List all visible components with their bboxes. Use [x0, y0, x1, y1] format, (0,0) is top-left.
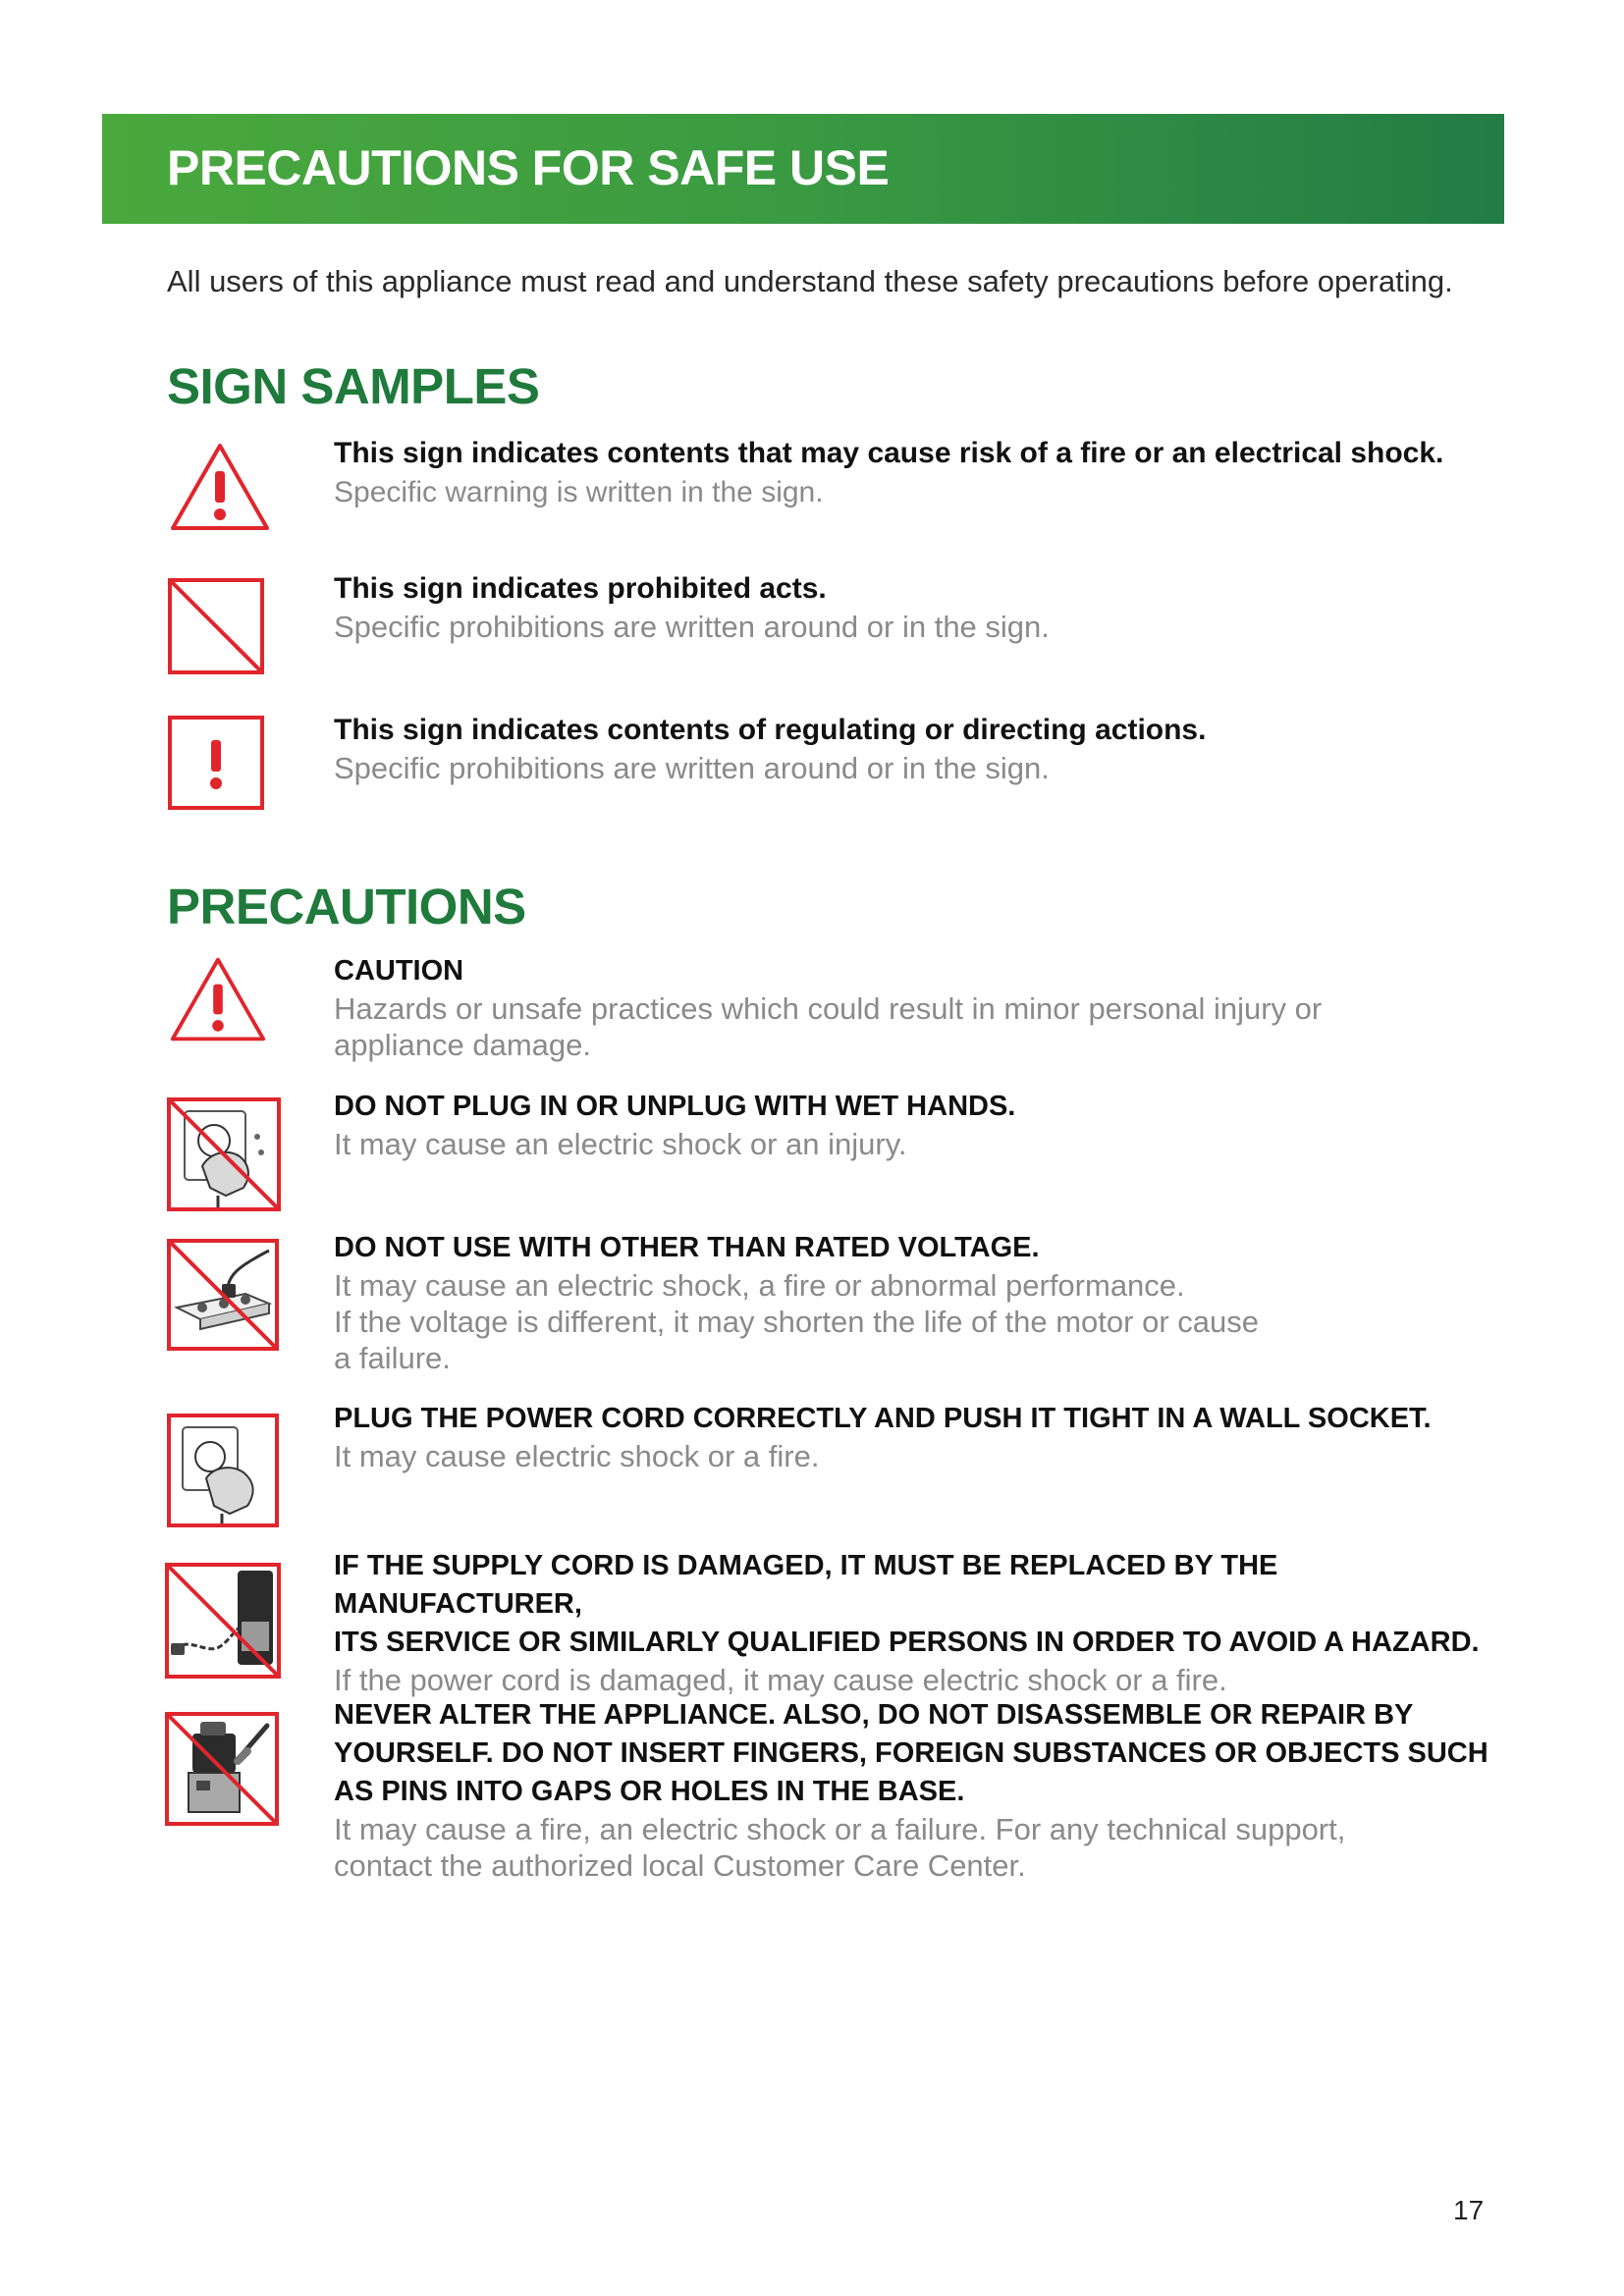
precaution-title-line: AS PINS INTO GAPS OR HOLES IN THE BASE. — [334, 1776, 965, 1807]
sign-sample-title: This sign indicates contents of regulating or directing actions. — [334, 714, 1207, 746]
page-number: 17 — [1453, 2195, 1485, 2225]
intro-text: All users of this appliance must read and understand these safety precautions before operating. — [167, 264, 1453, 298]
page-title: PRECAUTIONS FOR SAFE USE — [167, 140, 890, 195]
precaution-item — [334, 1696, 1502, 1884]
precaution-title: DO NOT PLUG IN OR UNPLUG WITH WET HANDS. — [334, 1091, 1016, 1122]
no-power-strip-icon — [167, 1239, 279, 1351]
precaution-text-line: If the power cord is damaged, it may cause electric shock or a fire. — [334, 1663, 1227, 1697]
title-banner — [102, 114, 1504, 224]
sign-sample-text: Specific prohibitions are written around or in the sign. — [334, 610, 1050, 644]
precaution-text-line: appliance damage. — [334, 1028, 591, 1062]
sign-sample-item — [334, 569, 1502, 645]
warning-triangle-icon — [169, 442, 271, 532]
precaution-item — [334, 1088, 1502, 1162]
sign-sample-item — [334, 434, 1502, 512]
precaution-item — [334, 1400, 1502, 1474]
sign-sample-item — [334, 711, 1502, 786]
precaution-text-line: It may cause electric shock or a fire. — [334, 1439, 820, 1473]
precaution-text-line: If the voltage is different, it may shorten the life of the motor or cause — [334, 1305, 1259, 1339]
precaution-text-line: It may cause an electric shock or an injury. — [334, 1127, 907, 1161]
plug-in-socket-icon — [167, 1414, 279, 1527]
precaution-item — [334, 1547, 1502, 1698]
sign-sample-title: This sign indicates contents that may cause risk of a fire or an electrical shock. — [334, 437, 1444, 469]
precaution-title: CAUTION — [334, 955, 464, 987]
precaution-title-line: NEVER ALTER THE APPLIANCE. ALSO, DO NOT DISASSEMBLE OR REPAIR BY — [334, 1699, 1414, 1731]
no-disassemble-icon — [165, 1712, 279, 1826]
precaution-title: DO NOT USE WITH OTHER THAN RATED VOLTAGE. — [334, 1232, 1040, 1263]
precaution-title-line: ITS SERVICE OR SIMILARLY QUALIFIED PERSONS IN ORDER TO AVOID A HAZARD. — [334, 1627, 1480, 1658]
precaution-title-line: IF THE SUPPLY CORD IS DAMAGED, IT MUST BE REPLACED BY THE MANUFACTURER, — [334, 1550, 1278, 1620]
precaution-text-line: It may cause an electric shock, a fire or abnormal performance. — [334, 1268, 1185, 1303]
precaution-text-line: a failure. — [334, 1341, 451, 1375]
warning-triangle-icon — [169, 954, 267, 1044]
precaution-item — [334, 952, 1502, 1063]
sign-sample-title: This sign indicates prohibited acts. — [334, 572, 827, 605]
mandatory-exclamation-icon — [167, 715, 265, 811]
sign-sample-text: Specific warning is written in the sign. — [334, 476, 824, 508]
precaution-item — [334, 1229, 1502, 1376]
precaution-title: PLUG THE POWER CORD CORRECTLY AND PUSH IT TIGHT IN A WALL SOCKET. — [334, 1403, 1432, 1434]
no-wet-hands-plug-icon — [167, 1097, 281, 1211]
prohibited-square-icon — [167, 577, 265, 675]
no-damaged-cord-icon — [165, 1563, 281, 1679]
precaution-text-line: Hazards or unsafe practices which could result in minor personal injury or — [334, 991, 1323, 1026]
precaution-text-line: It may cause a fire, an electric shock or a failure. For any technical support, — [334, 1812, 1346, 1846]
precaution-title-line: YOURSELF. DO NOT INSERT FINGERS, FOREIGN SUBSTANCES OR OBJECTS SUCH — [334, 1737, 1489, 1769]
precaution-text-line: contact the authorized local Customer Care Center. — [334, 1848, 1026, 1883]
sign-samples-heading: SIGN SAMPLES — [167, 358, 540, 414]
precautions-heading: PRECAUTIONS — [167, 879, 526, 934]
sign-sample-text: Specific prohibitions are written around or in the sign. — [334, 751, 1050, 785]
